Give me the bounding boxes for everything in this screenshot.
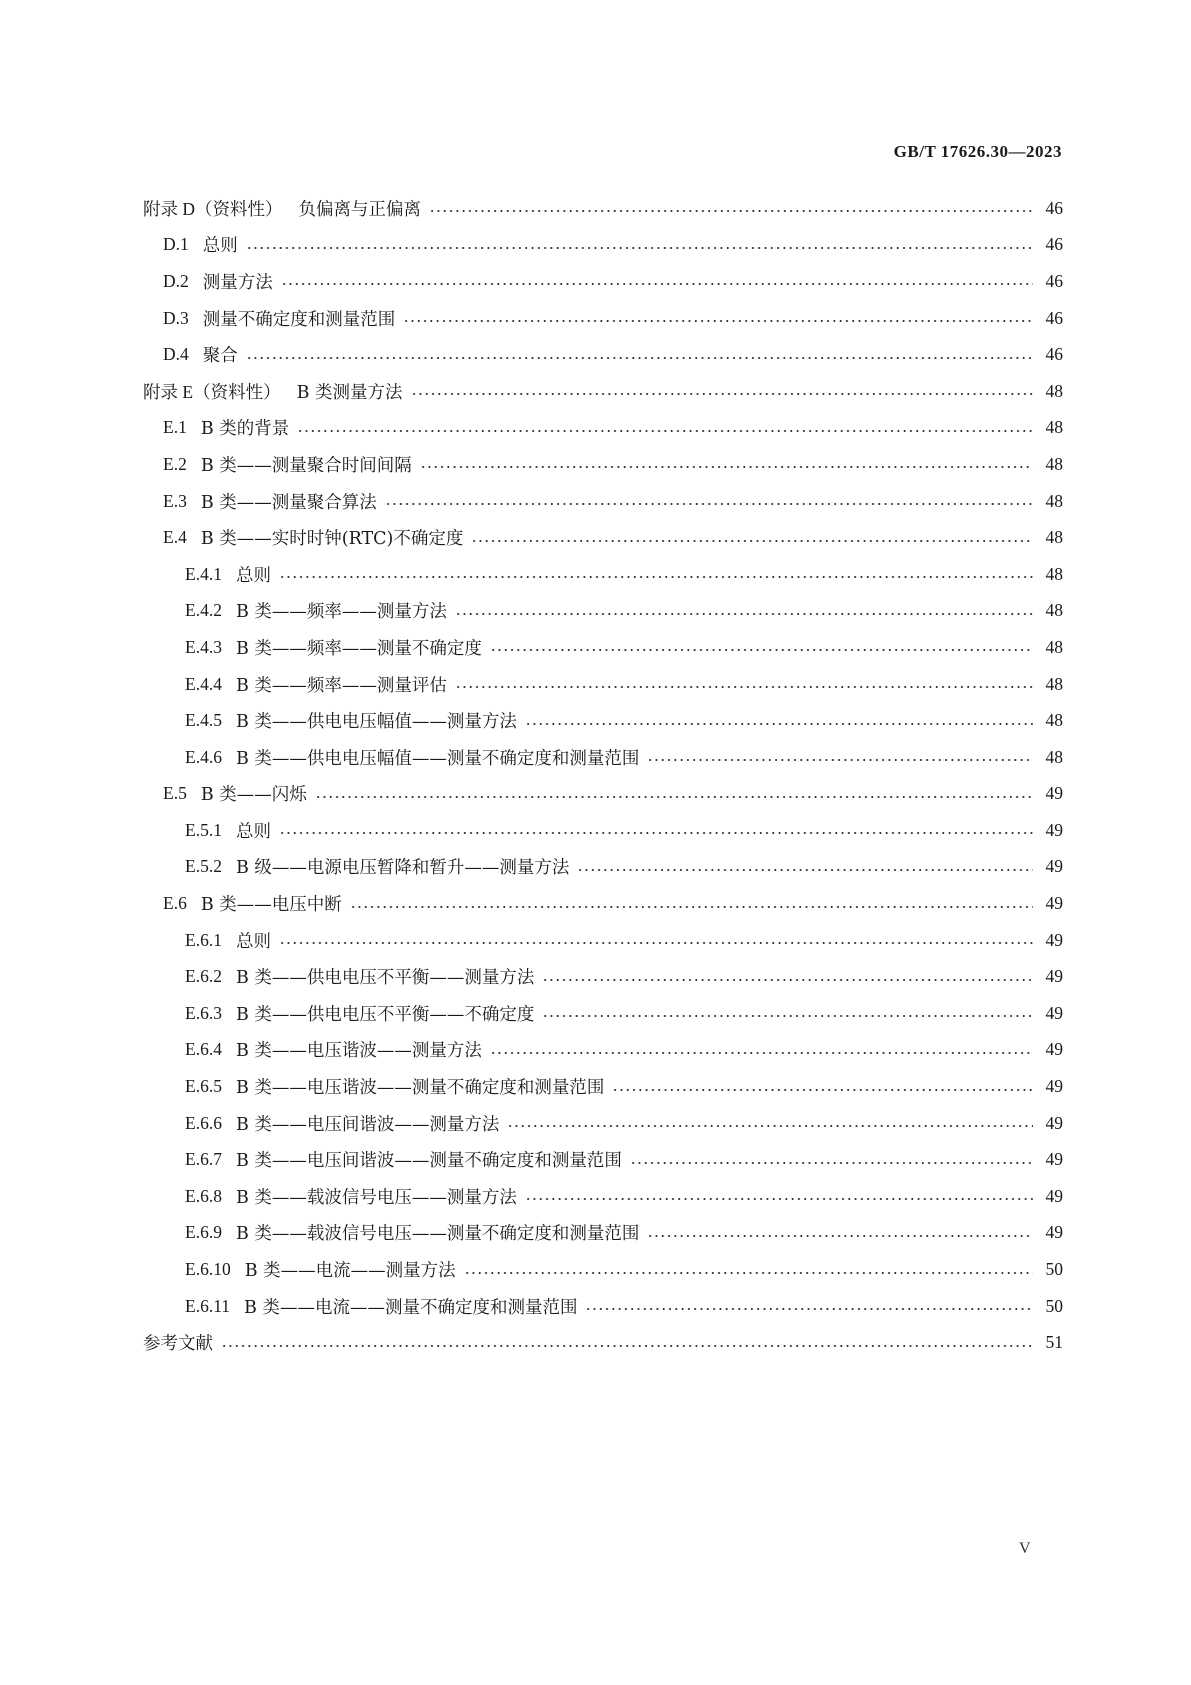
dot-leader (246, 247, 1033, 249)
toc-entry-number: D.4 (163, 344, 189, 365)
toc-entry[interactable] (143, 995, 1063, 1032)
toc-entry-page: 49 (1045, 893, 1063, 914)
toc-entry-title: B 级——电源电压暂降和暂升——测量方法 (235, 858, 570, 879)
toc-entry-title: B 类——实时时钟(RTC)不确定度 (200, 529, 464, 550)
dot-leader (507, 1125, 1033, 1127)
toc-entry-page: 46 (1045, 344, 1063, 365)
toc-entry-page: 48 (1045, 527, 1063, 548)
toc-entry-page: 50 (1045, 1259, 1063, 1280)
dot-leader (385, 503, 1033, 505)
toc-entry-page: 49 (1045, 966, 1063, 987)
toc-entry-title: B 类——电压谐波——测量不确定度和测量范围 (235, 1078, 605, 1099)
dot-leader (471, 540, 1033, 542)
toc-entry-title: B 类——频率——测量不确定度 (235, 638, 482, 659)
toc-entry-number: E.6.4 (185, 1039, 222, 1060)
toc-entry[interactable] (143, 336, 1063, 373)
toc-entry-title: B 类——供电电压幅值——测量不确定度和测量范围 (235, 748, 640, 769)
toc-entry[interactable] (143, 922, 1063, 959)
toc-entry[interactable] (143, 1215, 1063, 1252)
toc-entry[interactable] (143, 190, 1063, 227)
toc-entry-page: 48 (1045, 746, 1063, 767)
toc-entry-title: 测量不确定度和测量范围 (202, 309, 396, 330)
toc-entry-page: 49 (1045, 783, 1063, 804)
toc-entry-title: 负偏离与正偏离 (298, 199, 422, 220)
toc-entry[interactable] (143, 1032, 1063, 1069)
table-of-contents (143, 190, 1063, 1361)
toc-entry[interactable] (143, 300, 1063, 337)
toc-entry-title: 总则 (235, 565, 271, 586)
toc-entry-number: E.6.3 (185, 1002, 222, 1023)
toc-entry-page: 48 (1045, 490, 1063, 511)
toc-entry-title: 总则 (235, 821, 271, 842)
dot-leader (525, 723, 1033, 725)
toc-entry[interactable] (143, 1068, 1063, 1105)
dot-leader (297, 430, 1033, 432)
toc-entry-page: 48 (1045, 563, 1063, 584)
toc-entry[interactable] (143, 812, 1063, 849)
dot-leader (542, 979, 1033, 981)
toc-entry[interactable] (143, 666, 1063, 703)
toc-entry[interactable] (143, 556, 1063, 593)
toc-entry-page: 46 (1045, 270, 1063, 291)
dot-leader (221, 1345, 1033, 1347)
toc-entry-title: B 类——载波信号电压——测量不确定度和测量范围 (235, 1224, 640, 1245)
toc-entry[interactable] (143, 776, 1063, 813)
toc-entry[interactable] (143, 849, 1063, 886)
dot-leader (542, 1015, 1033, 1017)
toc-entry[interactable] (143, 519, 1063, 556)
toc-entry-page: 48 (1045, 710, 1063, 731)
toc-entry-title: 聚合 (202, 346, 238, 367)
toc-entry-title: B 类的背景 (200, 419, 290, 440)
dot-leader (411, 393, 1033, 395)
toc-entry-number: 附录 E（资料性） (143, 381, 281, 402)
toc-entry-title: B 类——电流——测量不确定度和测量范围 (244, 1297, 578, 1318)
toc-entry-number: E.6.11 (185, 1295, 231, 1316)
toc-entry-page: 49 (1045, 1222, 1063, 1243)
toc-entry-number: E.4.5 (185, 710, 222, 731)
toc-entry-title: B 类——电流——测量方法 (244, 1261, 456, 1282)
toc-entry-number: E.2 (163, 453, 187, 474)
toc-entry-title: B 类——频率——测量评估 (235, 675, 447, 696)
toc-entry-page: 46 (1045, 307, 1063, 328)
toc-entry[interactable] (143, 483, 1063, 520)
toc-entry-title: B 类——电压间谐波——测量方法 (235, 1114, 500, 1135)
toc-entry-number: E.5.1 (185, 819, 222, 840)
toc-entry[interactable] (143, 885, 1063, 922)
toc-entry-page: 46 (1045, 234, 1063, 255)
toc-entry-title: 总则 (202, 236, 238, 257)
toc-entry-title: B 类——电压间谐波——测量不确定度和测量范围 (235, 1151, 622, 1172)
dot-leader (455, 613, 1033, 615)
toc-entry-page: 49 (1045, 1039, 1063, 1060)
dot-leader (490, 1052, 1033, 1054)
toc-entry-number: D.1 (163, 234, 189, 255)
toc-entry-number: E.6.9 (185, 1222, 222, 1243)
toc-entry-page: 48 (1045, 600, 1063, 621)
toc-entry-title: B 类——闪烁 (200, 785, 307, 806)
toc-entry-number: E.4.3 (185, 636, 222, 657)
toc-entry-page: 48 (1045, 417, 1063, 438)
toc-entry-title: B 类——供电电压不平衡——测量方法 (235, 968, 535, 989)
toc-entry-number: E.6.2 (185, 966, 222, 987)
dot-leader (420, 466, 1033, 468)
dot-leader (279, 832, 1033, 834)
toc-entry-title: B 类——电压中断 (200, 895, 342, 916)
toc-entry-page: 50 (1045, 1295, 1063, 1316)
toc-entry-page: 49 (1045, 1002, 1063, 1023)
toc-entry[interactable] (143, 629, 1063, 666)
toc-entry-page: 48 (1045, 673, 1063, 694)
toc-entry-number: E.6.8 (185, 1185, 222, 1206)
toc-entry-page: 49 (1045, 1112, 1063, 1133)
dot-leader (525, 1198, 1033, 1200)
toc-entry-title: 测量方法 (202, 272, 273, 293)
page-number: V (1019, 1540, 1031, 1557)
toc-entry[interactable] (143, 1105, 1063, 1142)
toc-entry-number: E.4 (163, 527, 187, 548)
toc-entry[interactable] (143, 1178, 1063, 1215)
toc-entry-title: B 类——供电电压不平衡——不确定度 (235, 1004, 535, 1025)
toc-entry[interactable] (143, 263, 1063, 300)
toc-entry[interactable] (143, 1288, 1063, 1325)
toc-entry-title: B 类——测量聚合算法 (200, 492, 377, 513)
toc-entry-title: B 类——频率——测量方法 (235, 602, 447, 623)
toc-entry-page: 48 (1045, 453, 1063, 474)
toc-entry-page: 46 (1045, 197, 1063, 218)
toc-entry-number: E.3 (163, 490, 187, 511)
toc-entry-page: 48 (1045, 636, 1063, 657)
toc-entry-number: D.2 (163, 270, 189, 291)
dot-leader (577, 869, 1033, 871)
toc-entry[interactable] (143, 702, 1063, 739)
toc-entry[interactable] (143, 958, 1063, 995)
toc-entry-page: 49 (1045, 1185, 1063, 1206)
toc-entry-title: 参考文献 (143, 1334, 213, 1355)
dot-leader (490, 649, 1033, 651)
toc-entry[interactable] (143, 446, 1063, 483)
toc-entry[interactable] (143, 739, 1063, 776)
toc-entry[interactable] (143, 1251, 1063, 1288)
toc-entry-title: B 类——电压谐波——测量方法 (235, 1041, 482, 1062)
toc-entry-title: B 类——供电电压幅值——测量方法 (235, 712, 517, 733)
dot-leader (279, 942, 1033, 944)
toc-entry-number: E.4.6 (185, 746, 222, 767)
toc-entry-page: 49 (1045, 1076, 1063, 1097)
dot-leader (281, 283, 1033, 285)
toc-entry-number: E.4.4 (185, 673, 222, 694)
toc-entry-number: 附录 D（资料性） (143, 198, 283, 219)
dot-leader (612, 1089, 1033, 1091)
dot-leader (350, 906, 1033, 908)
toc-entry-title: B 类——载波信号电压——测量方法 (235, 1187, 517, 1208)
toc-entry-number: E.1 (163, 417, 187, 438)
toc-entry-number: E.4.1 (185, 563, 222, 584)
toc-entry-number: E.5 (163, 783, 187, 804)
toc-entry[interactable] (143, 593, 1063, 630)
toc-entry-number: D.3 (163, 307, 189, 328)
toc-entry[interactable] (143, 1324, 1063, 1361)
toc-entry-number: E.6.7 (185, 1149, 222, 1170)
toc-entry-title: B 类测量方法 (296, 382, 403, 403)
dot-leader (403, 320, 1033, 322)
toc-entry[interactable] (143, 1141, 1063, 1178)
dot-leader (315, 796, 1033, 798)
toc-entry[interactable] (143, 373, 1063, 410)
dot-leader (279, 576, 1033, 578)
toc-entry-page: 48 (1045, 380, 1063, 401)
toc-entry-title: B 类——测量聚合时间间隔 (200, 455, 412, 476)
toc-entry-page: 51 (1045, 1332, 1063, 1353)
toc-entry-number: E.6 (163, 893, 187, 914)
toc-entry-number: E.4.2 (185, 600, 222, 621)
dot-leader (647, 759, 1033, 761)
standard-number: GB/T 17626.30—2023 (893, 142, 1062, 161)
toc-entry[interactable] (143, 410, 1063, 447)
dot-leader (464, 1272, 1033, 1274)
dot-leader (630, 1162, 1033, 1164)
dot-leader (246, 357, 1033, 359)
toc-entry-number: E.6.10 (185, 1259, 231, 1280)
toc-entry-number: E.6.6 (185, 1112, 222, 1133)
dot-leader (647, 1235, 1033, 1237)
toc-entry-page: 49 (1045, 929, 1063, 950)
toc-entry-number: E.6.5 (185, 1076, 222, 1097)
dot-leader (585, 1308, 1033, 1310)
toc-entry-page: 49 (1045, 1149, 1063, 1170)
dot-leader (429, 210, 1033, 212)
toc-entry-number: E.5.2 (185, 856, 222, 877)
toc-entry-page: 49 (1045, 819, 1063, 840)
toc-entry[interactable] (143, 227, 1063, 264)
toc-entry-page: 49 (1045, 856, 1063, 877)
toc-entry-number: E.6.1 (185, 929, 222, 950)
toc-entry-title: 总则 (235, 931, 271, 952)
dot-leader (455, 686, 1033, 688)
